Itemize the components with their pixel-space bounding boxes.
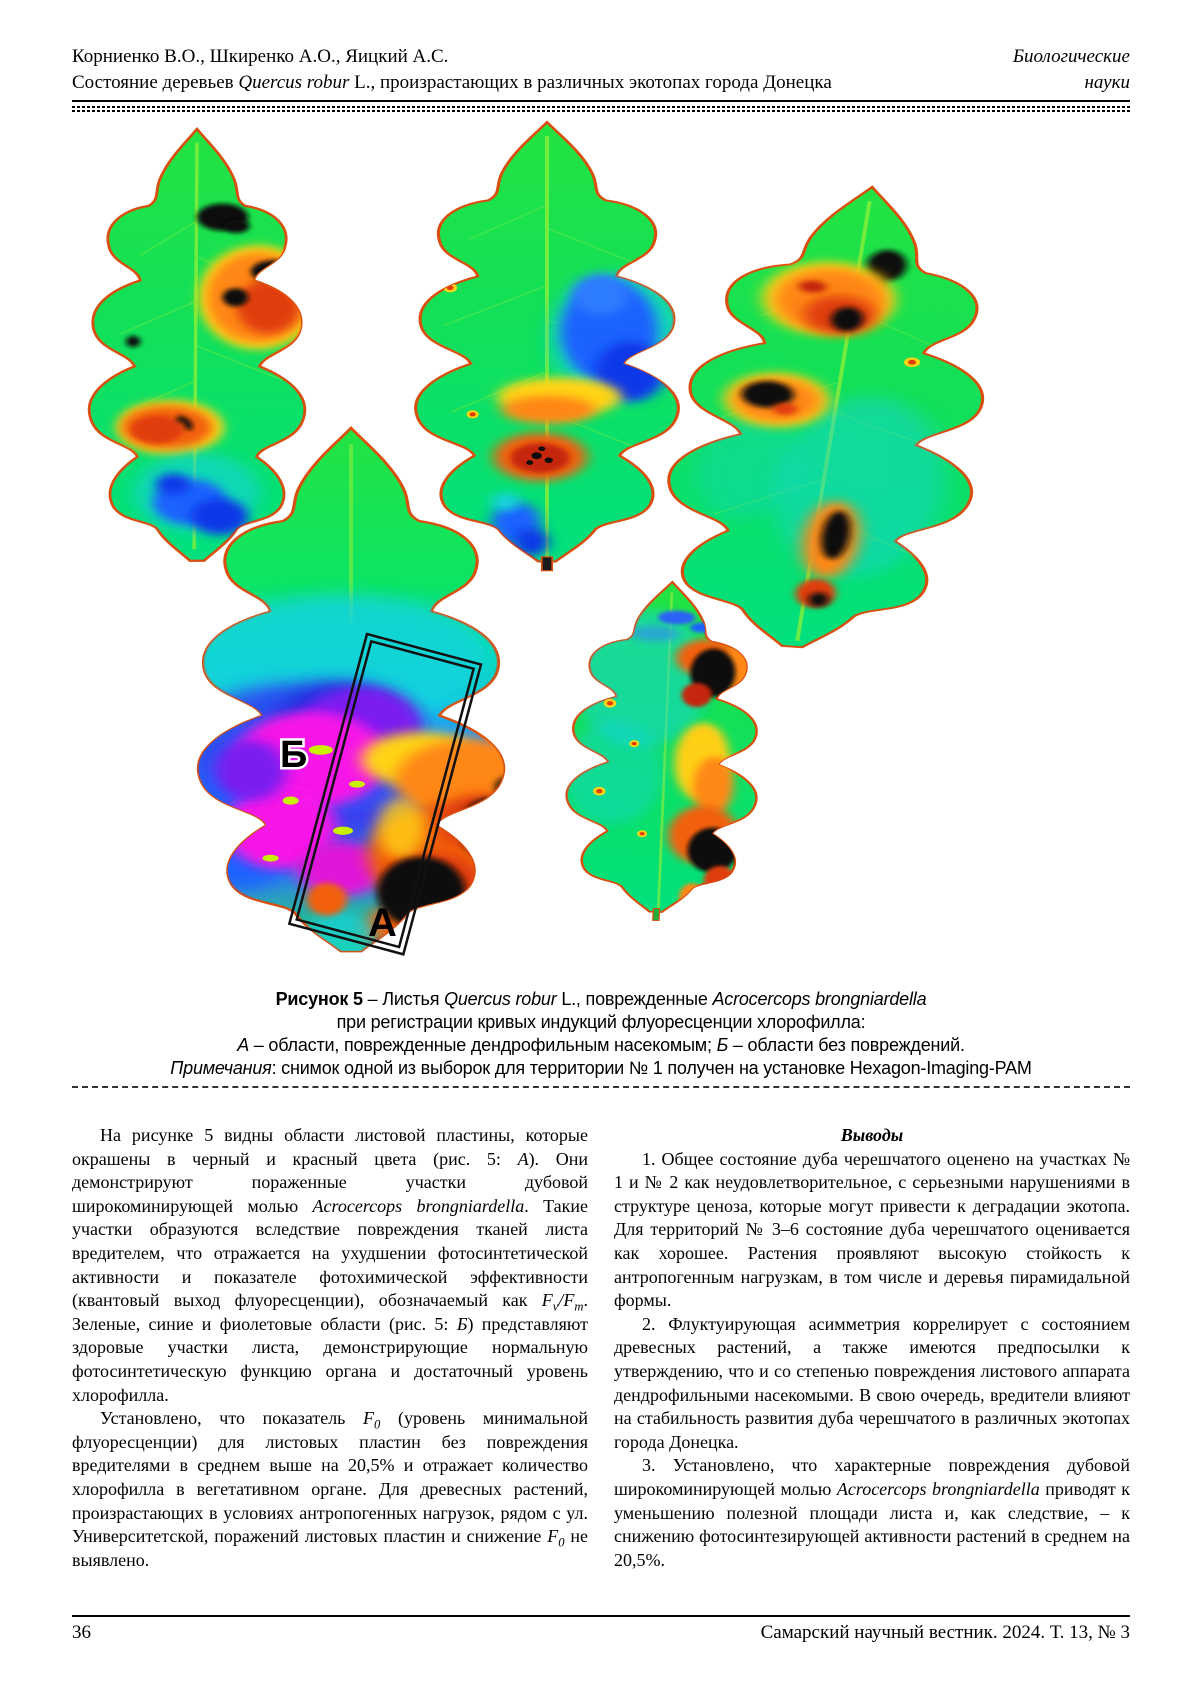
page-header	[72, 44, 1130, 96]
right-column	[614, 1124, 1130, 1572]
caption-line-4: Примечания: снимок одной из выборок для территории № 1 получен на установке Hexagon-Imaging-PAM	[170, 1058, 1032, 1078]
leaf-2	[416, 122, 682, 570]
caption-separator	[72, 1086, 1130, 1088]
header-section-line1: Биологические	[1012, 46, 1130, 67]
paragraph: 1. Общее состояние дуба черешчатого оценено на участках № 1 и № 2 как неудовлетворительное, с серьезными нарушениями в структуре ценоза, которые могут привести к деградации экотопа. Для территорий № 3–6 состояние дуба черешчатого оценивается как хорошее. Растения проявляют высокую стойкость к антропогенным нагрузкам, в том числе и деревья пирамидальной формы.	[614, 1148, 1130, 1311]
label-b: Б	[280, 734, 308, 776]
header-authors: Корниенко В.О., Шкиренко А.О., Яицкий А.С.	[72, 46, 449, 67]
paragraph: На рисунке 5 видны области листовой пластины, которые окрашены в черный и красный цвета (рис. 5: А). Они демонстрируют пораженные участки дубовой широкоминирующей молью Acrocercops brongniardella. Такие участки образуются вследствие повреждения тканей листа вредителем, что отражается на ухудшении фотосинтетической активности и показателе фотохимической эффективности (квантовый выход флуоресценции), обозначаемый как $F_v/F_m$. Зеленые, синие и фиолетовые области (рис. 5: Б) представляют здоровые участки листа, демонстрирующие нормальную фотосинтетическую функцию органа и достаточный уровень хлорофилла.	[72, 1125, 589, 1405]
page-number: 36	[72, 1622, 91, 1643]
header-section-line2: науки	[1084, 72, 1130, 93]
leaf-5	[555, 580, 767, 923]
leaf-3	[641, 177, 1023, 656]
page-footer	[72, 1615, 1130, 1644]
paragraph: 2. Флуктуирующая асимметрия коррелирует с состоянием древесных растений, а также имеются предпосылки к утверждению, что и со степенью повреждения листового аппарата дендрофильными насекомыми. В свою очередь, вредители влияют на стабильность развития дуба черешчатого в различных экотопах города Донецка.	[614, 1313, 1130, 1452]
leaf-1	[89, 129, 318, 561]
body-columns	[72, 1124, 1130, 1572]
figure-5	[70, 112, 1130, 980]
leaf-fluorescence-image	[70, 112, 1130, 980]
conclusions-heading: Выводы	[840, 1125, 904, 1145]
label-a: А	[368, 901, 397, 945]
header-article-title: Состояние деревьев Quercus robur L., произрастающих в различных экотопах города Донецка	[72, 72, 832, 93]
caption-line-2: при регистрации кривых индукций флуоресценции хлорофилла:	[336, 1012, 866, 1032]
figure-caption	[72, 988, 1130, 1080]
journal-reference: Самарский научный вестник. 2024. Т. 13, № 3	[760, 1622, 1130, 1643]
left-column	[72, 1124, 588, 1572]
header-rule	[72, 100, 1130, 102]
caption-line-1: Рисунок 5 – Листья Quercus robur L., поврежденные Acrocercops brongniardella	[275, 989, 927, 1009]
paragraph: 3. Установлено, что характерные повреждения дубовой широкоминирующей молью Acrocercops brongniardella приводят к уменьшению полезной площади листа и, как следствие, – к снижению фотосинтезирующей активности растений в среднем на 20,5%.	[614, 1455, 1131, 1570]
caption-line-3: А – области, поврежденные дендрофильным насекомым; Б – области без повреждений.	[237, 1035, 965, 1055]
paragraph: Установлено, что показатель $F_0$ (уровень минимальной флуоресценции) для листовых пластин без повреждения вредителями в среднем выше на 20,5% и отражает количество хлорофилла в вегетативном органе. Для древесных растений, произрастающих в условиях антропогенных нагрузок, рядом с ул. Университетской, поражений листовых пластин и снижение $F_0$ не выявлено.	[72, 1408, 589, 1570]
